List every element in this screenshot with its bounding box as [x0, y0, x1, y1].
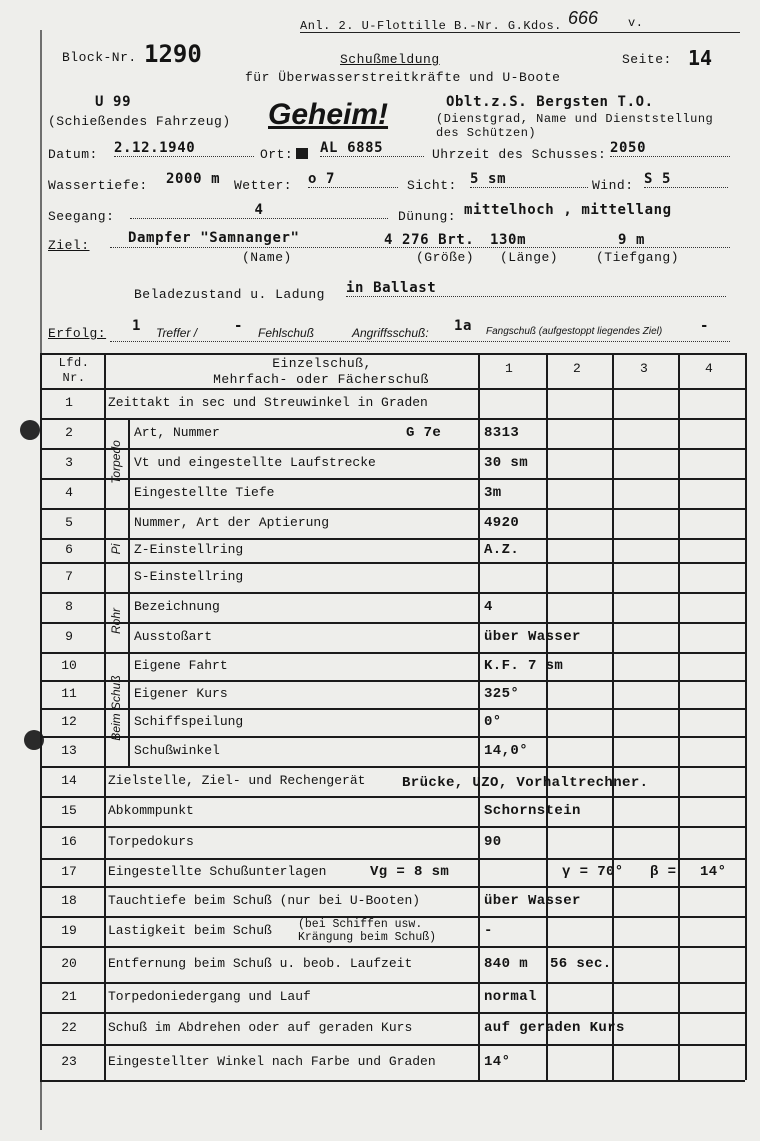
weather-value: o 7 [308, 171, 398, 188]
table-row-line [40, 708, 745, 710]
row-label: Z-Einstellring [134, 542, 244, 557]
row-extra: G 7e [406, 425, 442, 441]
catch-label: Fangschuß (aufgestoppt liegendes Ziel) [486, 326, 663, 337]
group-divider-line [128, 418, 130, 766]
row-label: Tauchtiefe beim Schuß (nur bei U-Booten) [108, 893, 421, 908]
row-number: 16 [61, 834, 77, 849]
table-row-line [40, 826, 745, 828]
col-1-header: 1 [505, 361, 514, 376]
officer-value: Oblt.z.S. Bergsten T.O. [446, 94, 654, 110]
load-label: Beladezustand u. Ladung [134, 287, 325, 302]
row-number: 7 [65, 569, 73, 584]
wind-value: S 5 [644, 171, 728, 188]
row-label: Entfernung beim Schuß u. beob. Laufzeit [108, 956, 413, 971]
secret-stamp: Geheim! [268, 98, 389, 131]
row-number: 12 [61, 714, 77, 729]
table-row-line [40, 1044, 745, 1046]
col-lfd-header: Lfd. Nr. [58, 356, 90, 385]
row-label: Lastigkeit beim Schuß [108, 923, 272, 938]
table-row-line [40, 1012, 745, 1014]
table-row-line [40, 538, 745, 540]
sea-value: 4 [130, 202, 388, 219]
table-row-line [40, 562, 745, 564]
table-col-line [104, 353, 106, 1080]
top-line-text: Anl. 2. U-Flottille B.-Nr. G.Kdos. [300, 19, 562, 33]
row-number: 22 [61, 1020, 77, 1035]
row-value-2: γ = 70° [562, 864, 624, 880]
place-label: Ort: [260, 147, 294, 162]
row-number: 20 [61, 956, 77, 971]
row-number: 4 [65, 485, 73, 500]
attack-label: Angriffsschuß: [352, 326, 429, 340]
row-value-1: 325° [484, 686, 520, 702]
page-number: 14 [688, 46, 713, 70]
row-label: S-Einstellring [134, 569, 244, 584]
group-label-3: Beim Schuß [109, 675, 123, 741]
row-label: Schußwinkel [134, 743, 220, 758]
target-length: 130m [490, 232, 527, 248]
row-value-3: β = [650, 864, 677, 880]
row-number: 14 [61, 773, 77, 788]
group-label-1: Pi [109, 543, 123, 555]
vessel-label: (Schießendes Fahrzeug) [48, 114, 231, 129]
row-value-1: über Wasser [484, 893, 581, 909]
row-value-1: A.Z. [484, 542, 520, 558]
row-value-1: auf geraden Kurs [484, 1020, 625, 1036]
time-value: 2050 [610, 140, 730, 157]
row-value-1: K.F. 7 sm [484, 658, 564, 674]
depth-label: Wassertiefe: [48, 178, 148, 193]
row-number: 13 [61, 743, 77, 758]
row-label: Schuß im Abdrehen oder auf geraden Kurs [108, 1020, 413, 1035]
target-name-label: (Name) [242, 250, 292, 265]
table-top-border [40, 353, 745, 355]
row-number: 9 [65, 629, 73, 644]
row-label: Schiffspeilung [134, 714, 244, 729]
col-desc-header-1: Einzelschuß, [272, 356, 372, 371]
visibility-label: Sicht: [407, 178, 457, 193]
top-suffix: v. [628, 16, 644, 30]
row-extra: (bei Schiffen usw. Krängung beim Schuß) [298, 918, 437, 944]
target-size-label: (Größe) [416, 250, 475, 265]
table-row-line [40, 478, 745, 480]
row-label: Ausstoßart [134, 629, 213, 644]
title-line-2: für Überwasserstreitkräfte und U-Boote [245, 70, 561, 85]
target-length-label: (Länge) [500, 250, 559, 265]
row-value-1: 14,0° [484, 743, 529, 759]
table-row-line [40, 680, 745, 682]
row-value-1: 3m [484, 485, 502, 501]
table-col-line [612, 353, 614, 1080]
row-value-4: 14° [700, 864, 727, 880]
row-number: 11 [61, 686, 77, 701]
row-value-1: 4 [484, 599, 493, 615]
row-extra: Brücke, UZO, Vorhaltrechner. [402, 775, 649, 791]
row-number: 8 [65, 599, 73, 614]
table-row-line [40, 796, 745, 798]
table-row-line [40, 1080, 745, 1082]
table-col-line [678, 353, 680, 1080]
attack-value: 1a [454, 318, 473, 334]
table-row-line [40, 858, 745, 860]
catch-value: - [700, 318, 710, 334]
row-value-1: normal [484, 989, 537, 1005]
row-label: Eigener Kurs [134, 686, 228, 701]
table-row-line [40, 448, 745, 450]
table-row-line [40, 652, 745, 654]
col-2-header: 2 [573, 361, 582, 376]
row-value-1: 14° [484, 1054, 511, 1070]
row-value-1: über Wasser [484, 629, 581, 645]
table-row-line [40, 886, 745, 888]
target-size: 4 276 Brt. [384, 232, 475, 248]
time-label: Uhrzeit des Schusses: [432, 147, 607, 162]
row-label: Zeittakt in sec und Streuwinkel in Graden [108, 395, 428, 410]
row-value-1: 90 [484, 834, 502, 850]
row-number: 19 [61, 923, 77, 938]
row-value-1: 4920 [484, 515, 520, 531]
vessel-value: U 99 [95, 94, 132, 110]
weather-label: Wetter: [234, 178, 293, 193]
row-label: Eigene Fahrt [134, 658, 228, 673]
depth-value: 2000 m [166, 171, 221, 187]
table-row-line [40, 946, 745, 948]
wind-label: Wind: [592, 178, 634, 193]
target-draft: 9 m [618, 232, 646, 248]
row-number: 17 [61, 864, 77, 879]
col-4-header: 4 [705, 361, 714, 376]
result-label: Erfolg: [48, 326, 107, 341]
table-row-line [40, 736, 745, 738]
row-number: 15 [61, 803, 77, 818]
misses-label: Fehlschuß [258, 326, 315, 340]
table-row-line [40, 592, 745, 594]
misses-value: - [234, 318, 244, 334]
target-draft-label: (Tiefgang) [596, 250, 680, 265]
table-col-line [478, 353, 480, 1080]
row-number: 10 [61, 658, 77, 673]
title-line-1: Schußmeldung [340, 52, 440, 67]
row-label: Torpedokurs [108, 834, 194, 849]
table-row-line [40, 982, 745, 984]
row-label: Torpedoniedergang und Lauf [108, 989, 311, 1004]
swell-label: Dünung: [398, 209, 457, 224]
page-label: Seite: [622, 52, 672, 67]
place-value: AL 6885 [320, 140, 424, 157]
row-value-1: Schornstein [484, 803, 581, 819]
row-value-2: 56 sec. [550, 956, 612, 972]
row-number: 3 [65, 455, 73, 470]
row-label: Eingestellter Winkel nach Farbe und Graden [108, 1054, 436, 1069]
row-number: 18 [61, 893, 77, 908]
visibility-value: 5 sm [470, 171, 588, 188]
table-col-line [546, 353, 548, 1080]
row-label: Eingestellte Tiefe [134, 485, 275, 500]
row-label: Bezeichnung [134, 599, 220, 614]
table-col-line [745, 353, 747, 1080]
block-label: Block-Nr. [62, 50, 137, 65]
row-label: Abkommpunkt [108, 803, 194, 818]
col-3-header: 3 [640, 361, 649, 376]
row-value-1: - [484, 923, 493, 939]
row-label: Zielstelle, Ziel- und Rechengerät [108, 773, 366, 788]
row-value-1: 840 m [484, 956, 529, 972]
target-label: Ziel: [48, 238, 90, 253]
row-number: 21 [61, 989, 77, 1004]
kdos-number: 666 [568, 8, 599, 28]
load-value: in Ballast [346, 280, 726, 297]
block-number: 1290 [144, 40, 202, 68]
swell-value: mittelhoch , mittellang [464, 202, 672, 218]
target-name: Dampfer "Samnanger" [128, 230, 300, 246]
group-label-0: Torpedo [109, 440, 123, 484]
hits-value: 1 [132, 318, 142, 334]
table-header-border [40, 388, 745, 390]
row-label: Art, Nummer [134, 425, 220, 440]
row-number: 2 [65, 425, 73, 440]
date-value: 2.12.1940 [114, 140, 254, 157]
hits-label: Treffer / [156, 326, 198, 340]
col-desc-header-2: Mehrfach- oder Fächerschuß [213, 372, 429, 387]
row-number: 23 [61, 1054, 77, 1069]
row-number: 1 [65, 395, 73, 410]
table-row-line [40, 418, 745, 420]
table-row-line [40, 622, 745, 624]
row-extra: Vg = 8 sm [370, 864, 450, 880]
date-label: Datum: [48, 147, 98, 162]
row-number: 6 [65, 542, 73, 557]
row-value-1: 30 sm [484, 455, 529, 471]
row-label: Eingestellte Schußunterlagen [108, 864, 327, 879]
table-row-line [40, 508, 745, 510]
group-label-2: Rohr [109, 608, 123, 635]
row-label: Vt und eingestellte Laufstrecke [134, 455, 376, 470]
table-row-line [40, 766, 745, 768]
sea-label: Seegang: [48, 209, 115, 224]
row-number: 5 [65, 515, 73, 530]
row-label: Nummer, Art der Aptierung [134, 515, 330, 530]
row-value-1: 0° [484, 714, 502, 730]
row-value-1: 8313 [484, 425, 520, 441]
officer-label: (Dienstgrad, Name und Dienststellung des Schützen) [436, 112, 714, 140]
